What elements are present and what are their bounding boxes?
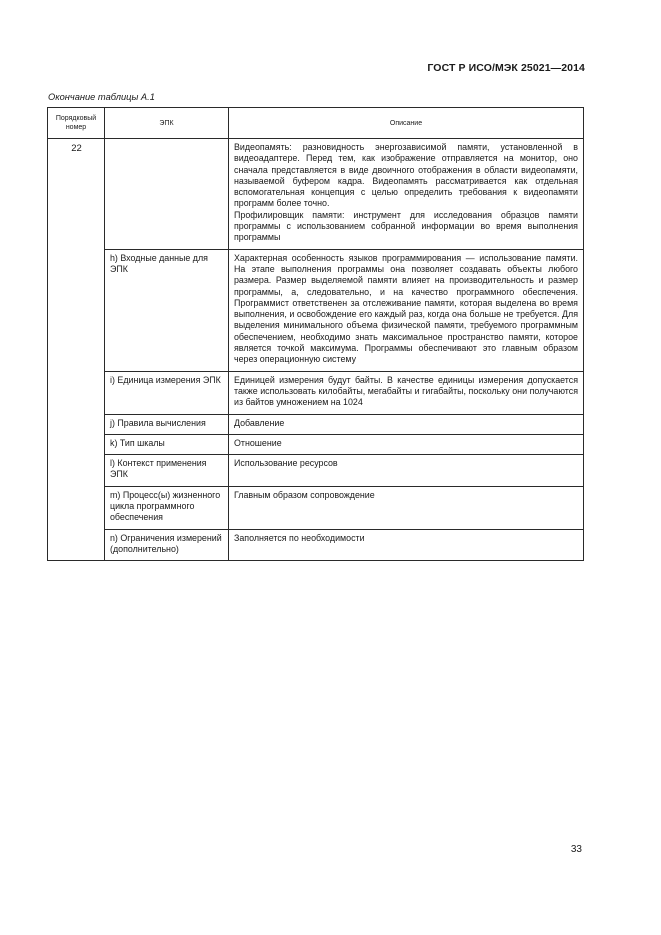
row-number: 22 xyxy=(48,139,105,561)
table-row xyxy=(48,486,584,529)
description-paragraph: Добавление xyxy=(234,417,285,428)
description-cell xyxy=(229,486,584,529)
epk-cell: m) Процесс(ы) жизненного цикла программного обеспечения xyxy=(105,486,229,529)
column-header-epk: ЭПК xyxy=(105,108,229,139)
description-paragraph: Отношение xyxy=(234,437,282,448)
description-paragraph: Профилировщик памяти: инструмент для исследования образцов памяти программы с использованием собранной информации во время выполнения программы xyxy=(234,209,578,243)
table-row xyxy=(48,529,584,561)
description-cell xyxy=(229,414,584,434)
definition-table xyxy=(47,107,584,561)
epk-cell: j) Правила вычисления xyxy=(105,414,229,434)
table-row xyxy=(48,434,584,454)
table-caption: Окончание таблицы А.1 xyxy=(48,92,155,102)
column-header-number: Порядковый номер xyxy=(48,108,105,139)
description-paragraph: Характерная особенность языков программирования — использование памяти. На этапе выполнения программы она позволяет создавать объекты любого размера. Размер выделяемой памяти влияет на производительность и размер программы, а, следовательно, и на качество программного обеспечения. Программист ответственен за отслеживание памяти, которая выделена во время выполнения, и освобождение его каждый раз, когда она больше не требуется. Для выделения минимального объема физической памяти, требуемого программным обеспечением, необходимо знать максимальное пространство памяти, которое является точкой максимума. Программы обеспечивают это главным образом через операционную систему xyxy=(234,252,578,365)
description-cell xyxy=(229,249,584,371)
description-paragraph: Главным образом сопровождение xyxy=(234,489,375,500)
table-row xyxy=(48,139,584,250)
epk-cell: i) Единица измерения ЭПК xyxy=(105,371,229,414)
epk-cell: h) Входные данные для ЭПК xyxy=(105,249,229,371)
table-header-row xyxy=(48,108,584,139)
table-row xyxy=(48,414,584,434)
description-paragraph: Единицей измерения будут байты. В качестве единицы измерения допускается также использовать килобайты, мегабайты и гигабайты, поскольку они получаются из байтов умножением на 1024 xyxy=(234,374,578,408)
epk-cell xyxy=(105,139,229,250)
epk-cell: k) Тип шкалы xyxy=(105,434,229,454)
description-paragraph: Использование ресурсов xyxy=(234,458,338,469)
description-paragraph: Заполняется по необходимости xyxy=(234,532,365,543)
description-cell xyxy=(229,139,584,250)
table-row xyxy=(48,371,584,414)
table-row xyxy=(48,249,584,371)
description-cell xyxy=(229,371,584,414)
description-cell xyxy=(229,529,584,561)
description-cell xyxy=(229,455,584,487)
standard-designation: ГОСТ Р ИСО/МЭК 25021—2014 xyxy=(427,62,585,74)
epk-cell: l) Контекст применения ЭПК xyxy=(105,455,229,487)
description-cell xyxy=(229,434,584,454)
description-paragraph: Видеопамять: разновидность энергозависимой памяти, установленной в видеоадаптере. Перед тем, как изображение отправляется на монитор, оно сначала представляется в виде двоичного отображения в области видеопамяти, называемой буфером кадра. Видеопамять рассматривается как отдельная вспомогательная концепция с целью определить требования к видеопамяти программ более точно. xyxy=(234,142,578,209)
column-header-description: Описание xyxy=(229,108,584,139)
table-row xyxy=(48,455,584,487)
page-number: 33 xyxy=(570,844,582,855)
epk-cell: n) Ограничения измерений (дополнительно) xyxy=(105,529,229,561)
